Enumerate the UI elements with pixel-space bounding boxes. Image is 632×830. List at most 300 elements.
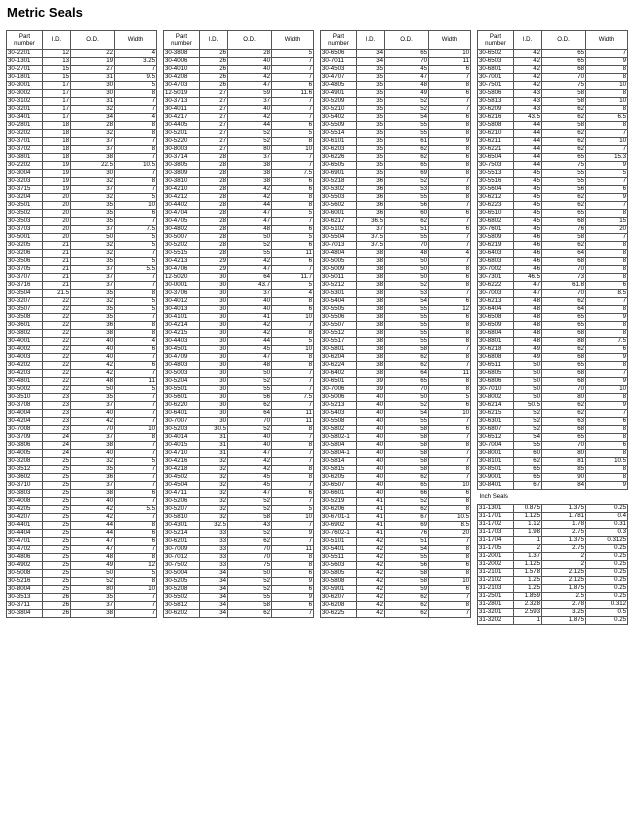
width-cell: 6 (272, 570, 314, 578)
part-number-cell: 30-4701 (7, 538, 43, 546)
table-row (478, 617, 628, 625)
od-cell: 58 (542, 98, 586, 106)
od-cell: 38 (71, 610, 115, 618)
od-cell: 48 (385, 250, 429, 258)
od-cell: 37 (71, 282, 115, 290)
width-cell: 7 (586, 234, 628, 242)
width-cell: 0.25 (586, 553, 628, 561)
id-cell: 35 (357, 162, 385, 170)
id-cell: 22 (43, 314, 71, 322)
width-cell: 9 (586, 354, 628, 362)
id-cell: 29 (200, 266, 228, 274)
id-cell: 22 (43, 338, 71, 346)
id-cell: 30.5 (200, 426, 228, 434)
id-cell: 24 (43, 434, 71, 442)
id-cell: 26 (43, 602, 71, 610)
width-cell: 6 (429, 562, 471, 570)
od-cell: 1.78 (542, 521, 586, 529)
part-number-cell: 30-3507 (7, 306, 43, 314)
part-number-cell: 30-3207 (7, 298, 43, 306)
width-cell: 8 (429, 170, 471, 178)
width-cell: 0.3125 (586, 537, 628, 545)
width-cell: 8 (272, 554, 314, 562)
part-number-cell: 30-7503 (478, 162, 514, 170)
od-cell: 54 (385, 546, 429, 554)
part-number-cell: 30-7006 (321, 386, 357, 394)
id-cell: 35 (357, 98, 385, 106)
width-cell: 8 (429, 82, 471, 90)
id-cell: 38 (357, 322, 385, 330)
table-row (164, 450, 314, 458)
width-cell: 7 (115, 138, 157, 146)
part-number-cell: 30-6218 (478, 346, 514, 354)
part-number-cell: 30-4013 (164, 306, 200, 314)
width-cell: 8 (272, 202, 314, 210)
width-cell: 7 (586, 370, 628, 378)
part-number-cell: 30-5802 (321, 426, 357, 434)
id-cell: 28 (200, 250, 228, 258)
id-cell: 30 (200, 378, 228, 386)
table-row (321, 170, 471, 178)
table-row (7, 546, 157, 554)
table-row (321, 458, 471, 466)
part-number-cell: 31-2002 (478, 561, 514, 569)
od-cell: 52 (228, 578, 272, 586)
id-cell: 18 (43, 138, 71, 146)
table-row (321, 378, 471, 386)
table-row (478, 82, 628, 90)
od-cell: 58 (385, 578, 429, 586)
part-number-cell: 30-1301 (7, 58, 43, 66)
width-cell: 10 (429, 482, 471, 490)
od-cell: 40 (71, 346, 115, 354)
part-number-cell: 30-6207 (321, 594, 357, 602)
id-cell: 35 (357, 106, 385, 114)
id-cell: 25 (43, 546, 71, 554)
table-row (7, 98, 157, 106)
part-number-cell: 30-2801 (7, 122, 43, 130)
table-row (478, 202, 628, 210)
part-number-cell: 30-3601 (7, 322, 43, 330)
id-cell: 47 (514, 290, 542, 298)
od-cell: 58 (228, 602, 272, 610)
part-number-cell: 30-3510 (7, 394, 43, 402)
table-row (478, 58, 628, 66)
part-number-cell: 30-6208 (321, 602, 357, 610)
part-number-cell: 31-2801 (478, 601, 514, 609)
part-number-cell: 30-5006 (321, 394, 357, 402)
od-cell: 32 (71, 106, 115, 114)
part-number-cell: 30-5812 (164, 602, 200, 610)
part-number-cell: 30-3809 (164, 170, 200, 178)
part-number-cell: 30-4210 (164, 186, 200, 194)
width-cell: 8 (429, 570, 471, 578)
id-cell: 25 (43, 458, 71, 466)
table-row (7, 322, 157, 330)
od-cell: 88 (542, 338, 586, 346)
od-cell: 55 (385, 418, 429, 426)
width-cell: 7.5 (272, 170, 314, 178)
width-cell: 11 (272, 250, 314, 258)
width-cell: 6 (586, 346, 628, 354)
width-cell: 7 (429, 458, 471, 466)
part-number-cell: 30-6212 (478, 194, 514, 202)
id-cell: 33 (200, 538, 228, 546)
id-cell: 50.5 (514, 402, 542, 410)
part-number-cell: 30-0001 (164, 282, 200, 290)
table-row (478, 505, 628, 513)
table-row (478, 529, 628, 537)
part-number-cell: 30-3602 (7, 474, 43, 482)
id-cell: 15 (43, 74, 71, 82)
id-cell: 17 (43, 82, 71, 90)
od-cell: 62 (542, 346, 586, 354)
id-cell: 36 (357, 186, 385, 194)
table-row (7, 138, 157, 146)
table-row (164, 418, 314, 426)
width-cell: 7 (429, 346, 471, 354)
width-cell: 9 (586, 378, 628, 386)
id-cell: 45 (514, 202, 542, 210)
table-row (7, 402, 157, 410)
part-number-cell: 30-5301 (321, 290, 357, 298)
width-cell: 8 (272, 298, 314, 306)
table-row (164, 554, 314, 562)
table-row (478, 194, 628, 202)
part-number-cell: 31-1703 (478, 529, 514, 537)
part-number-cell: 30-8001 (478, 450, 514, 458)
part-number-cell: 30-5206 (164, 498, 200, 506)
id-cell: 65 (514, 466, 542, 474)
od-cell: 62 (385, 474, 429, 482)
id-cell: 38 (357, 354, 385, 362)
od-cell: 42 (228, 258, 272, 266)
od-cell: 31 (71, 74, 115, 82)
table-row (164, 530, 314, 538)
id-cell: 21 (43, 282, 71, 290)
part-number-cell: 30-4706 (164, 266, 200, 274)
id-cell: 42 (357, 578, 385, 586)
width-cell: 7 (115, 106, 157, 114)
id-cell: 31 (200, 450, 228, 458)
od-cell: 38 (228, 178, 272, 186)
part-number-cell: 30-6501 (321, 378, 357, 386)
part-number-cell: 30-7501 (478, 82, 514, 90)
width-cell: 8 (586, 466, 628, 474)
od-cell: 38 (71, 154, 115, 162)
id-cell: 23 (43, 402, 71, 410)
od-cell: 75 (228, 562, 272, 570)
width-cell: 10.5 (586, 458, 628, 466)
id-cell: 42 (514, 82, 542, 90)
table-row (478, 114, 628, 122)
id-cell: 34 (200, 578, 228, 586)
width-cell: 7 (272, 154, 314, 162)
width-cell: 7 (272, 522, 314, 530)
od-cell: 80 (542, 450, 586, 458)
od-cell: 50 (228, 370, 272, 378)
part-number-cell: 30-5102 (321, 226, 357, 234)
od-cell: 70 (542, 74, 586, 82)
od-cell: 52 (385, 98, 429, 106)
part-number-cell: 30-4015 (164, 442, 200, 450)
width-cell: 7 (272, 402, 314, 410)
part-number-cell: 30-4401 (7, 522, 43, 530)
width-cell: 7 (429, 362, 471, 370)
part-number-cell: 31-1705 (478, 545, 514, 553)
width-cell: 8 (429, 122, 471, 130)
width-cell: 7 (272, 322, 314, 330)
od-cell: 53 (385, 186, 429, 194)
id-cell: 13 (43, 58, 71, 66)
width-cell: 7 (272, 378, 314, 386)
od-cell: 65 (542, 154, 586, 162)
width-cell: 7 (272, 386, 314, 394)
id-cell: 25 (43, 474, 71, 482)
table-row (478, 418, 628, 426)
od-cell: 30 (71, 90, 115, 98)
width-cell: 7 (115, 250, 157, 258)
id-cell: 28 (200, 162, 228, 170)
table-row (478, 98, 628, 106)
part-number-cell: 31-2103 (478, 585, 514, 593)
part-number-cell: 30-8401 (478, 482, 514, 490)
id-cell: 28 (200, 194, 228, 202)
width-cell: 7 (272, 370, 314, 378)
table-row (7, 410, 157, 418)
part-number-cell: 30-4008 (7, 498, 43, 506)
od-cell: 76 (542, 226, 586, 234)
width-cell: 10 (586, 138, 628, 146)
part-number-cell: 30-3504 (7, 290, 43, 298)
part-number-cell: 30-3801 (7, 154, 43, 162)
width-cell: 8 (115, 522, 157, 530)
table-row (164, 458, 314, 466)
table-row (164, 410, 314, 418)
id-cell: 22 (43, 386, 71, 394)
od-cell: 37 (71, 482, 115, 490)
od-cell: 32 (71, 458, 115, 466)
part-number-cell: 30-5508 (321, 418, 357, 426)
width-cell: 7 (115, 418, 157, 426)
od-cell: 35 (71, 594, 115, 602)
od-cell: 2.125 (542, 577, 586, 585)
width-cell: 8 (272, 562, 314, 570)
part-number-cell: 30-5216 (7, 578, 43, 586)
id-cell: 42 (357, 554, 385, 562)
width-cell: 5 (115, 82, 157, 90)
table-row (321, 506, 471, 514)
id-cell: 40 (357, 442, 385, 450)
od-cell: 64 (542, 306, 586, 314)
table-row (478, 410, 628, 418)
table-row (478, 545, 628, 553)
od-cell: 64 (228, 410, 272, 418)
od-cell: 70 (71, 426, 115, 434)
id-cell: 41 (357, 498, 385, 506)
id-cell: 29 (200, 258, 228, 266)
table-row (7, 314, 157, 322)
id-cell: 23 (43, 410, 71, 418)
od-cell: 45 (385, 66, 429, 74)
id-cell: 42 (357, 610, 385, 618)
od-cell: 40 (71, 354, 115, 362)
id-cell: 32 (200, 458, 228, 466)
id-cell: 20 (43, 234, 71, 242)
id-cell: 30 (200, 362, 228, 370)
table-row (478, 290, 628, 298)
part-number-cell: 31-1701 (478, 513, 514, 521)
od-cell: 62 (542, 242, 586, 250)
id-cell: 44 (514, 138, 542, 146)
table-row (164, 306, 314, 314)
od-cell: 80 (542, 394, 586, 402)
table-row (321, 314, 471, 322)
table-row (321, 602, 471, 610)
od-cell: 62 (385, 602, 429, 610)
part-number-cell: 30-6214 (478, 402, 514, 410)
part-number-cell: 30-6801 (478, 66, 514, 74)
table-row (7, 154, 157, 162)
id-cell: 32 (200, 466, 228, 474)
width-cell: 7 (429, 106, 471, 114)
od-cell: 64 (542, 250, 586, 258)
id-cell: 35 (357, 90, 385, 98)
od-cell: 47 (228, 82, 272, 90)
table-row (321, 162, 471, 170)
table-row (321, 490, 471, 498)
width-cell: 8 (429, 130, 471, 138)
od-cell: 48 (71, 554, 115, 562)
part-number-cell: 30-6101 (321, 138, 357, 146)
id-cell: 34 (200, 586, 228, 594)
od-cell: 65 (385, 378, 429, 386)
table-row (321, 346, 471, 354)
width-cell: 10.5 (429, 514, 471, 522)
id-cell: 18 (43, 122, 71, 130)
od-cell: 65 (385, 162, 429, 170)
id-cell: 12 (43, 50, 71, 58)
table-row (321, 266, 471, 274)
id-cell: 48 (514, 298, 542, 306)
width-cell: 6 (429, 90, 471, 98)
part-number-cell: 30-4804 (321, 250, 357, 258)
part-number-cell: 30-7010 (478, 386, 514, 394)
part-number-cell: 30-6206 (321, 506, 357, 514)
part-number-cell: 30-6217 (321, 218, 357, 226)
part-number-cell: 30-4502 (164, 474, 200, 482)
id-cell: 23 (43, 418, 71, 426)
od-cell: 84 (542, 482, 586, 490)
id-cell: 35 (357, 82, 385, 90)
od-cell: 32 (71, 178, 115, 186)
id-cell: 48 (514, 306, 542, 314)
id-cell: 35 (357, 114, 385, 122)
part-number-cell: 30-6204 (321, 354, 357, 362)
width-cell: 10 (429, 578, 471, 586)
id-cell: 25 (43, 570, 71, 578)
table-row (321, 586, 471, 594)
table-row (164, 322, 314, 330)
id-cell: 41 (357, 522, 385, 530)
part-number-cell: 30-5601 (164, 394, 200, 402)
id-cell: 28 (200, 178, 228, 186)
table-row (7, 202, 157, 210)
part-number-cell: 30-7601 (478, 226, 514, 234)
id-cell: 1 (514, 537, 542, 545)
part-number-cell: 30-5214 (164, 530, 200, 538)
id-cell: 40 (357, 426, 385, 434)
table-row (321, 226, 471, 234)
table-row (321, 578, 471, 586)
table-row (321, 338, 471, 346)
id-cell: 46 (514, 258, 542, 266)
width-cell: 7 (272, 498, 314, 506)
width-cell: 6 (272, 242, 314, 250)
od-cell: 45 (228, 474, 272, 482)
table-row (7, 106, 157, 114)
width-cell: 12 (115, 562, 157, 570)
width-cell: 8 (429, 546, 471, 554)
id-cell: 45 (514, 210, 542, 218)
id-cell: 44 (514, 162, 542, 170)
table-row (164, 394, 314, 402)
od-cell: 81 (542, 458, 586, 466)
id-cell: 22 (43, 370, 71, 378)
width-cell: 9 (586, 58, 628, 66)
od-cell: 35 (71, 218, 115, 226)
id-cell: 42 (357, 546, 385, 554)
od-cell: 40 (228, 66, 272, 74)
table-row (321, 530, 471, 538)
column-header: Width (586, 31, 628, 50)
id-cell: 33 (200, 530, 228, 538)
part-number-cell: 30-9001 (478, 474, 514, 482)
id-cell: 30 (200, 314, 228, 322)
id-cell: 46.5 (514, 274, 542, 282)
od-cell: 69 (385, 170, 429, 178)
width-cell: 0.25 (586, 617, 628, 625)
table-row (164, 402, 314, 410)
part-number-cell: 30-3710 (7, 482, 43, 490)
part-number-cell: 30-5203 (164, 426, 200, 434)
od-cell: 67 (385, 514, 429, 522)
od-cell: 85 (542, 466, 586, 474)
id-cell: 41 (357, 530, 385, 538)
part-number-cell: 30-7002 (478, 266, 514, 274)
id-cell: 40 (357, 482, 385, 490)
od-cell: 56 (542, 186, 586, 194)
table-row (7, 218, 157, 226)
table-row (164, 138, 314, 146)
width-cell: 8 (429, 194, 471, 202)
od-cell: 62 (542, 106, 586, 114)
part-number-cell: 30-4705 (164, 218, 200, 226)
id-cell: 26 (43, 594, 71, 602)
od-cell: 44 (71, 530, 115, 538)
width-cell: 6 (272, 178, 314, 186)
part-number-cell: 30-6001 (321, 210, 357, 218)
part-number-cell: 30-5809 (478, 234, 514, 242)
id-cell: 25 (43, 578, 71, 586)
od-cell: 70 (228, 546, 272, 554)
part-number-cell: 30-6803 (478, 258, 514, 266)
part-number-cell: 31-1704 (478, 537, 514, 545)
id-cell: 25 (43, 554, 71, 562)
table-row (164, 90, 314, 98)
table-row (321, 82, 471, 90)
part-number-cell: 30-5210 (321, 106, 357, 114)
